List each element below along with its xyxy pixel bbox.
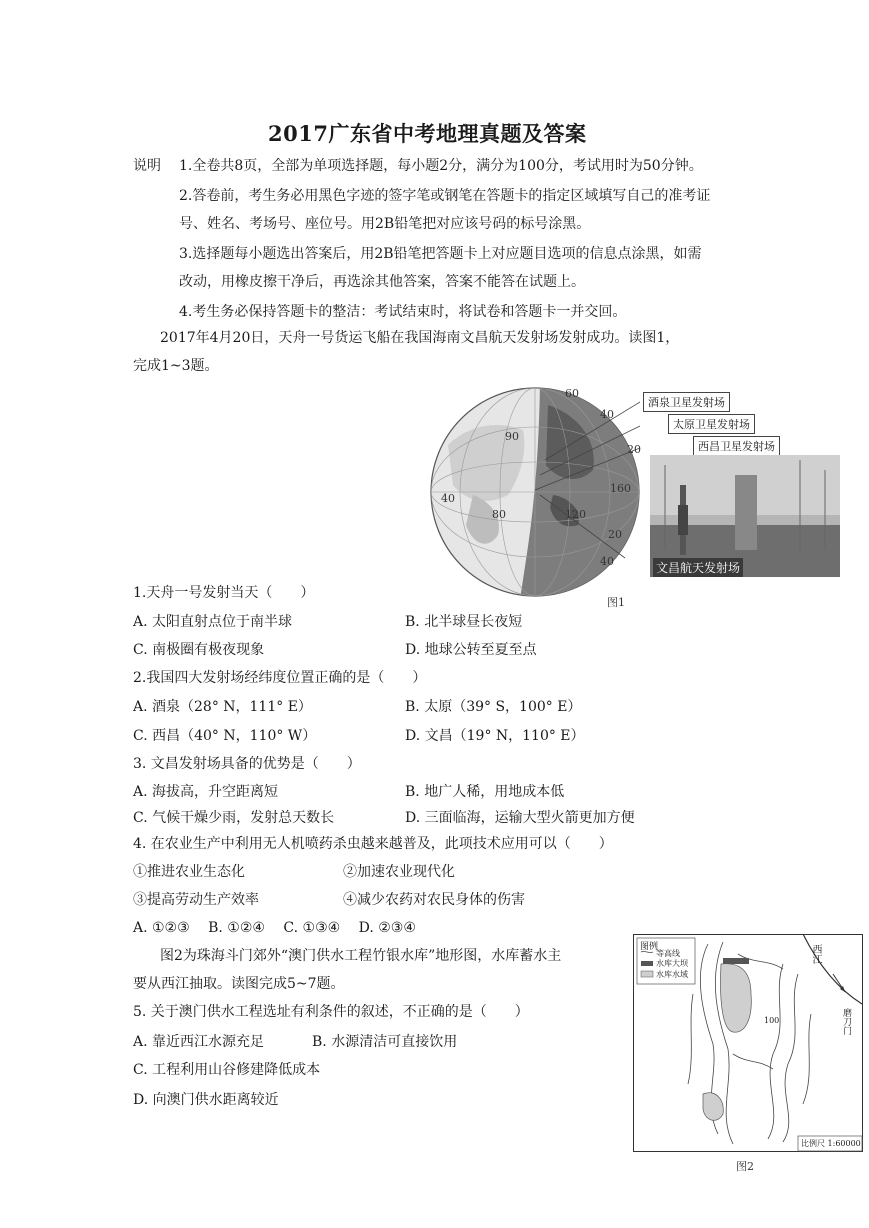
- q2-option-d: D. 文昌（19° N，110° E）: [405, 728, 585, 744]
- q4-item-3: ③提高劳动生产效率: [133, 892, 259, 908]
- globe-number: 40: [600, 555, 614, 568]
- q1-option-a: A. 太阳直射点位于南半球: [133, 614, 293, 630]
- q2-option-c: C. 西昌（40° N，110° W）: [133, 728, 317, 744]
- q1-option-c: C. 南极圈有极夜现象: [133, 642, 265, 658]
- q3-option-c: C. 气候干燥少雨，发射总天数长: [133, 810, 335, 826]
- question-1-stem: 1.天舟一号发射当天（ ）: [133, 585, 315, 601]
- globe-number: 20: [627, 443, 641, 456]
- callout-jiuquan: 酒泉卫星发射场: [643, 392, 730, 412]
- callout-xichang: 西昌卫星发射场: [693, 436, 780, 456]
- globe-number: 40: [441, 492, 455, 505]
- legend-dam: 水库大坝: [656, 959, 688, 968]
- note-item: 改动，用橡皮擦干净后，再选涂其他答案，答案不能答在试题上。: [179, 274, 585, 290]
- note-item: 2.答卷前，考生务必用黑色字迹的签字笔或钢笔在答题卡的指定区域填写自己的准考证: [179, 188, 711, 204]
- globe-number: 20: [608, 528, 622, 541]
- intro-paragraph: 完成1~3题。: [133, 358, 219, 374]
- note-item: 号、姓名、考场号、座位号。用2B铅笔把对应该号码的标号涂黑。: [179, 216, 591, 232]
- q5-option-d: D. 向澳门供水距离较近: [133, 1092, 279, 1108]
- intro-paragraph: 2017年4月20日，天舟一号货运飞船在我国海南文昌航天发射场发射成功。读图1，: [160, 330, 680, 346]
- question-4-stem: 4. 在农业生产中利用无人机喷药杀虫越来越普及，此项技术应用可以（ ）: [133, 836, 613, 852]
- figure1-caption: 图1: [607, 596, 625, 609]
- river-mouth-label: 磨刀门: [841, 1008, 851, 1035]
- globe-number: 120: [565, 508, 586, 521]
- intro-paragraph: 要从西江抽取。读图完成5~7题。: [133, 976, 345, 992]
- river-label: 西江: [810, 944, 821, 964]
- note-item: 3.选择题每小题选出答案后，用2B铅笔把答题卡上对应题目选项的信息点涂黑，如需: [179, 246, 702, 262]
- question-3-stem: 3. 文昌发射场具备的优势是（ ）: [133, 756, 361, 772]
- legend-title: 图例: [640, 942, 659, 952]
- legend-contour: 等高线: [656, 949, 680, 958]
- q5-option-a: A. 靠近西江水源充足: [133, 1034, 265, 1050]
- q4-item-4: ④减少农药对农民身体的伤害: [343, 892, 525, 908]
- globe-number: 90: [505, 430, 519, 443]
- map-scale: 比例尺 1:60000: [801, 1139, 861, 1148]
- q4-options: A. ①②③ B. ①②④ C. ①③④ D. ②③④: [133, 920, 416, 936]
- q3-option-a: A. 海拔高，升空距离短: [133, 784, 279, 800]
- q3-option-b: B. 地广人稀，用地成本低: [405, 784, 565, 800]
- note-item: 4.考生务必保持答题卡的整洁：考试结束时，将试卷和答题卡一并交回。: [179, 304, 627, 320]
- legend-water: 水库水域: [656, 970, 688, 979]
- globe-number: 160: [610, 482, 631, 495]
- photo-label: 文昌航天发射场: [653, 558, 743, 577]
- question-2-stem: 2.我国四大发射场经纬度位置正确的是（ ）: [133, 670, 427, 686]
- q1-option-b: B. 北半球昼长夜短: [405, 614, 523, 630]
- q4-item-2: ②加速农业现代化: [343, 864, 455, 880]
- globe-number: 40: [600, 408, 614, 421]
- notes-label: 说明: [133, 158, 161, 174]
- q1-option-d: D. 地球公转至夏至点: [405, 642, 537, 658]
- q5-option-c: C. 工程利用山谷修建降低成本: [133, 1062, 321, 1078]
- figure2-caption: 图2: [736, 1160, 754, 1173]
- contour-value: 100: [764, 1016, 780, 1025]
- callout-taiyuan: 太原卫星发射场: [668, 414, 755, 434]
- question-5-stem: 5. 关于澳门供水工程选址有利条件的叙述，不正确的是（ ）: [133, 1004, 529, 1020]
- intro-paragraph: 图2为珠海斗门郊外“澳门供水工程竹银水库”地形图，水库蓄水主: [160, 948, 562, 964]
- note-item: 1.全卷共8页，全部为单项选择题，每小题2分，满分为100分，考试用时为50分钟。: [179, 158, 703, 174]
- globe-number: 60: [565, 387, 579, 400]
- q4-item-1: ①推进农业生态化: [133, 864, 245, 880]
- page-title: 2017广东省中考地理真题及答案: [268, 121, 587, 146]
- q2-option-a: A. 酒泉（28° N，111° E）: [133, 699, 312, 715]
- q2-option-b: B. 太原（39° S，100° E）: [405, 699, 582, 715]
- q3-option-d: D. 三面临海，运输大型火箭更加方便: [405, 810, 635, 826]
- globe-number: 80: [492, 508, 506, 521]
- q5-option-b: B. 水源清洁可直接饮用: [312, 1034, 458, 1050]
